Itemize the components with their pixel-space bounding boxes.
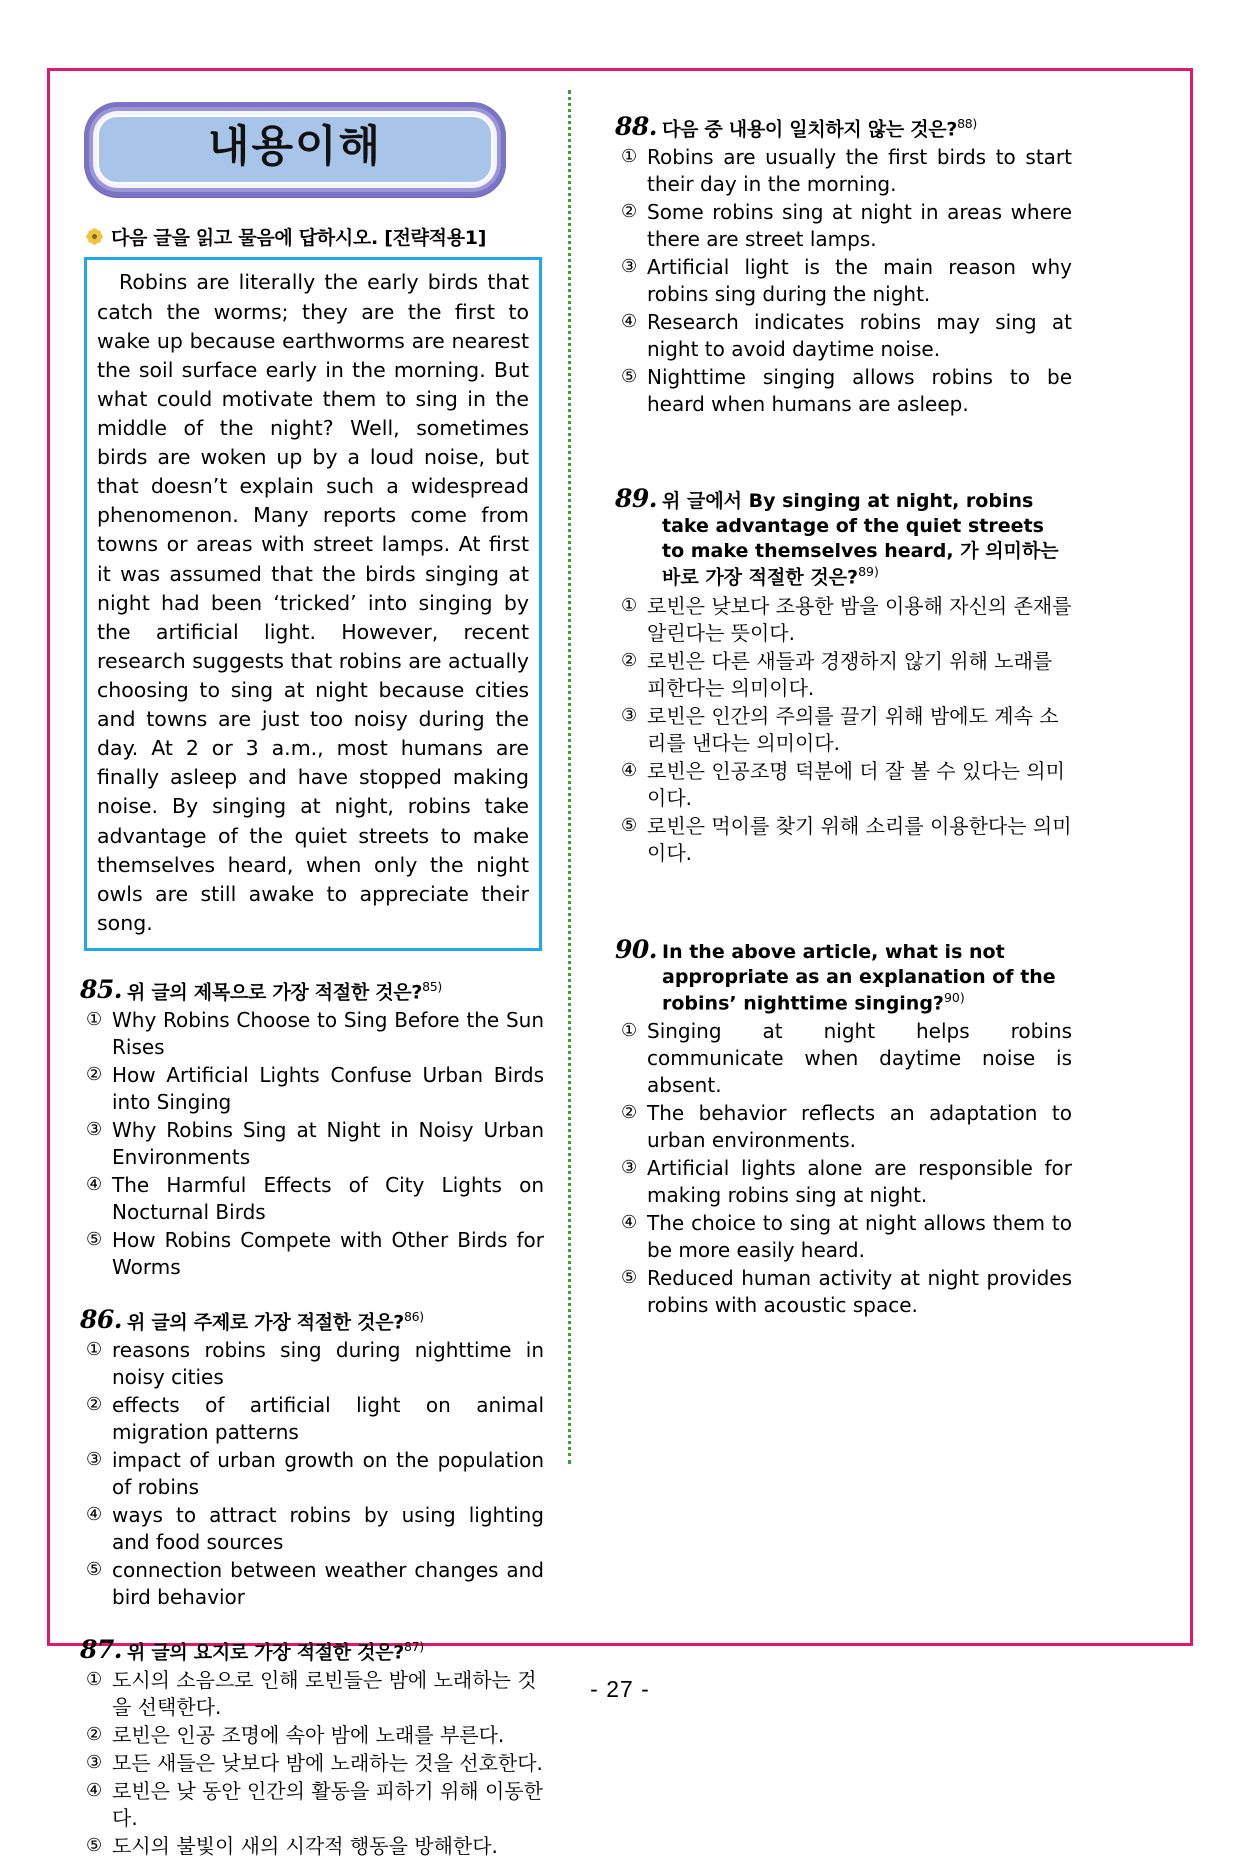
choice-marker: ④ — [86, 1780, 103, 1802]
choice-marker: ⑤ — [621, 814, 638, 836]
choice-list — [86, 1007, 544, 1281]
choice-marker: ③ — [86, 1449, 103, 1471]
question-90 — [615, 935, 1072, 1320]
choice-text: 도시의 불빛이 새의 시각적 행동을 방해한다. — [112, 1834, 498, 1859]
choice-text: Research indicates robins may sing at night to avoid daytime noise. — [647, 310, 1072, 362]
question-stem-text: 위 글에서 By singing at night, robins take advantage of the quiet streets to make themselves heard, 가 의미하는 바로 가장 적절한 것은? — [662, 490, 1059, 589]
instruction-line — [86, 223, 544, 250]
choice-text: 모든 새들은 낮보다 밤에 노래하는 것을 선호한다. — [112, 1751, 543, 1776]
choice-text: 로빈은 낮보다 조용한 밤을 이용해 자신의 존재를 알린다는 뜻이다. — [647, 593, 1072, 645]
choice-text: Artificial light is the main reason why robins sing during the night. — [647, 255, 1072, 307]
choice-marker: ③ — [86, 1752, 103, 1774]
choice-item[interactable] — [621, 199, 1072, 253]
choice-marker: ③ — [621, 704, 638, 726]
question-87 — [80, 1635, 544, 1860]
reading-passage-text: Robins are literally the early birds that catch the worms; they are the first to wake up because earthworms are nearest the soil surface early in the morning. But what could motivate them to sing in the middle of the night? Well, sometimes birds are woken up by a loud noise, but that doesn’t explain such a widespread phenomenon. Many reports come from towns or areas with street lamps. At first it was assumed that the birds singing at night had been ‘tricked’ into singing by the artificial light. However, recent research suggests that robins are actually choosing to sing at night because cities and towns are just too noisy during the day. At 2 or 3 a.m., most humans are finally asleep and have stopped making noise. By singing at night, robins take advantage of the quiet streets to make themselves heard, when only the night owls are still awake to appreciate their song. — [97, 270, 529, 935]
question-stem — [662, 940, 1072, 1017]
left-question-list — [70, 975, 544, 1860]
question-header — [615, 112, 1072, 142]
choice-marker: ① — [86, 1339, 103, 1361]
choice-marker: ⑤ — [621, 1267, 638, 1289]
choice-text: Robins are usually the first birds to start their day in the morning. — [647, 145, 1072, 197]
choice-marker: ⑤ — [86, 1229, 103, 1251]
choice-item[interactable] — [86, 1117, 544, 1171]
question-stem-text: 위 글의 주제로 가장 적절한 것은? — [127, 1311, 404, 1334]
choice-item[interactable] — [86, 1778, 544, 1832]
choice-marker: ④ — [621, 311, 638, 333]
question-number: 85. — [80, 974, 122, 1004]
choice-list — [86, 1337, 544, 1611]
question-85 — [80, 975, 544, 1281]
question-number: 90. — [615, 934, 657, 964]
choice-marker: ① — [621, 1020, 638, 1042]
choice-list — [621, 144, 1072, 418]
choice-item[interactable] — [86, 1722, 544, 1749]
choice-marker: ① — [621, 594, 638, 616]
choice-item[interactable] — [621, 703, 1072, 757]
question-header — [80, 1305, 544, 1335]
question-stem — [127, 1639, 424, 1665]
question-footnote: 90) — [943, 989, 965, 1005]
choice-marker: ① — [621, 146, 638, 168]
question-footnote: 86) — [404, 1308, 424, 1324]
question-stem-text: 다음 중 내용이 일치하지 않는 것은? — [662, 118, 958, 140]
choice-item[interactable] — [86, 1447, 544, 1501]
choice-text: The behavior reflects an adaptation to urban environments. — [647, 1101, 1072, 1153]
choice-text: Singing at night helps robins communicate when daytime noise is absent. — [647, 1019, 1072, 1098]
choice-marker: ④ — [86, 1504, 103, 1526]
choice-text: 로빈은 먹이를 찾기 위해 소리를 이용한다는 의미이다. — [647, 813, 1072, 865]
column-divider — [568, 90, 571, 1464]
choice-marker: ④ — [621, 759, 638, 781]
choice-text: Why Robins Sing at Night in Noisy Urban Environments — [112, 1118, 544, 1170]
choice-text: ways to attract robins by using lighting and food sources — [112, 1503, 544, 1555]
flower-icon — [86, 228, 103, 245]
choice-item[interactable] — [621, 1018, 1072, 1099]
choice-item[interactable] — [621, 1155, 1072, 1209]
choice-item[interactable] — [621, 758, 1072, 812]
choice-text: 로빈은 인공조명 덕분에 더 잘 볼 수 있다는 의미이다. — [647, 758, 1065, 810]
question-stem — [127, 1309, 424, 1335]
choice-list — [621, 593, 1072, 867]
choice-item[interactable] — [621, 364, 1072, 418]
choice-item[interactable] — [86, 1833, 544, 1860]
question-number: 89. — [615, 484, 657, 514]
question-header — [615, 484, 1072, 591]
choice-item[interactable] — [86, 1337, 544, 1391]
question-number: 87. — [80, 1635, 122, 1665]
question-number: 86. — [80, 1305, 122, 1335]
question-footnote: 87) — [404, 1638, 424, 1654]
section-title-banner — [84, 102, 506, 197]
choice-text: How Robins Compete with Other Birds for Worms — [112, 1228, 544, 1280]
choice-text: impact of urban growth on the population of robins — [112, 1448, 544, 1500]
choice-item[interactable] — [621, 1100, 1072, 1154]
choice-item[interactable] — [621, 144, 1072, 198]
choice-marker: ④ — [621, 1212, 638, 1234]
right-question-list — [611, 112, 1072, 1319]
choice-marker: ② — [86, 1724, 103, 1746]
question-number: 88. — [615, 112, 657, 141]
question-stem-text: 위 글의 제목으로 가장 적절한 것은? — [127, 980, 423, 1003]
choice-list — [621, 1018, 1072, 1319]
question-88 — [615, 112, 1072, 418]
choice-item[interactable] — [86, 1392, 544, 1446]
choice-text: Nighttime singing allows robins to be heard when humans are asleep. — [647, 365, 1072, 417]
choice-item[interactable] — [621, 309, 1072, 363]
choice-marker: ⑤ — [86, 1835, 103, 1857]
choice-text: connection between weather changes and bird behavior — [112, 1558, 544, 1610]
choice-marker: ② — [621, 649, 638, 671]
question-stem — [662, 116, 977, 142]
choice-item[interactable] — [621, 254, 1072, 308]
choice-marker: ⑤ — [621, 366, 638, 388]
choice-item[interactable] — [86, 1750, 544, 1777]
choice-text: Artificial lights alone are responsible for making robins sing at night. — [647, 1156, 1072, 1208]
choice-item[interactable] — [86, 1007, 544, 1061]
choice-marker: ③ — [621, 256, 638, 278]
choice-text: 로빈은 다른 새들과 경쟁하지 않기 위해 노래를 피한다는 의미이다. — [647, 648, 1053, 700]
choice-text: How Artificial Lights Confuse Urban Birds into Singing — [112, 1063, 544, 1115]
choice-marker: ② — [621, 1102, 638, 1124]
choice-marker: ② — [86, 1394, 103, 1416]
question-footnote: 85) — [422, 978, 442, 994]
choice-marker: ⑤ — [86, 1559, 103, 1581]
reading-passage-box — [84, 257, 542, 951]
choice-text: Why Robins Choose to Sing Before the Sun Rises — [112, 1008, 544, 1060]
choice-item[interactable] — [621, 593, 1072, 647]
choice-item[interactable] — [621, 1265, 1072, 1319]
question-footnote: 89) — [858, 564, 879, 580]
question-stem-text: In the above article, what is not appropriate as an explanation of the robins’ nighttime singing? — [662, 940, 1056, 1015]
choice-marker: ③ — [86, 1119, 103, 1141]
question-stem-text: 위 글의 요지로 가장 적절한 것은? — [127, 1641, 404, 1664]
choice-marker: ② — [621, 201, 638, 223]
choice-text: reasons robins sing during nighttime in noisy cities — [112, 1338, 544, 1390]
question-86 — [80, 1305, 544, 1611]
choice-marker: ④ — [86, 1174, 103, 1196]
choice-text: 도시의 소음으로 인해 로빈들은 밤에 노래하는 것을 선택한다. — [112, 1668, 537, 1720]
choice-item[interactable] — [86, 1227, 544, 1281]
choice-item[interactable] — [86, 1172, 544, 1226]
question-stem — [662, 489, 1072, 591]
choice-text: 로빈은 인공 조명에 속아 밤에 노래를 부른다. — [112, 1723, 505, 1748]
choice-marker: ① — [86, 1669, 103, 1691]
choice-text: The Harmful Effects of City Lights on Nocturnal Birds — [112, 1173, 544, 1225]
choice-marker: ① — [86, 1009, 103, 1031]
choice-item[interactable] — [621, 648, 1072, 702]
choice-text: 로빈은 낮 동안 인간의 활동을 피하기 위해 이동한다. — [112, 1779, 543, 1831]
choice-text: effects of artificial light on animal migration patterns — [112, 1393, 544, 1445]
page-number: - 27 - — [590, 1676, 650, 1702]
question-stem — [127, 979, 442, 1005]
choice-text: Reduced human activity at night provides robins with acoustic space. — [647, 1266, 1072, 1318]
choice-text: 로빈은 인간의 주의를 끌기 위해 밤에도 계속 소리를 낸다는 의미이다. — [647, 703, 1059, 755]
choice-item[interactable] — [86, 1502, 544, 1556]
choice-item[interactable] — [86, 1557, 544, 1611]
choice-text: Some robins sing at night in areas where there are street lamps. — [647, 200, 1072, 252]
right-column — [585, 80, 1082, 1636]
choice-marker: ③ — [621, 1157, 638, 1179]
choice-item[interactable] — [621, 813, 1072, 867]
choice-marker: ② — [86, 1064, 103, 1086]
choice-item[interactable] — [621, 1210, 1072, 1264]
instruction-text: 다음 글을 읽고 물음에 답하시오. [전략적용1] — [111, 227, 487, 250]
choice-item[interactable] — [86, 1062, 544, 1116]
question-header — [615, 935, 1072, 1017]
choice-text: The choice to sing at night allows them to be more easily heard. — [647, 1211, 1072, 1263]
question-header — [80, 1635, 544, 1665]
section-title-text: 내용이해 — [207, 122, 383, 172]
question-footnote: 88) — [957, 115, 977, 131]
question-header — [80, 975, 544, 1005]
left-column — [57, 80, 554, 1859]
question-89 — [615, 484, 1072, 867]
